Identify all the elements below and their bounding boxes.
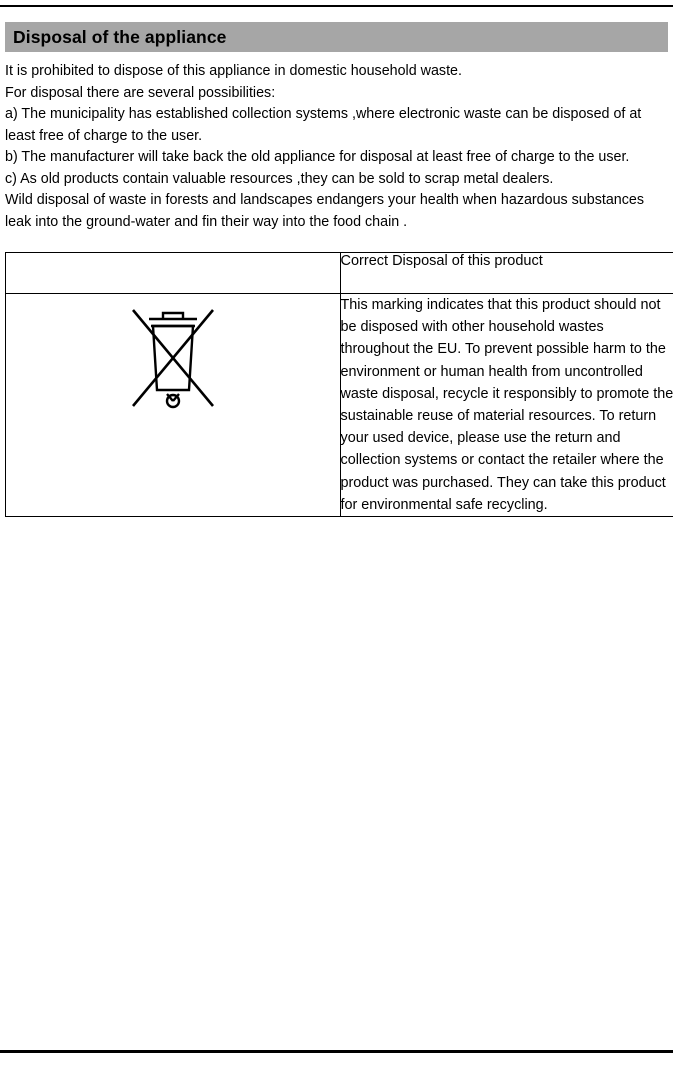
page-title: Disposal of the appliance: [13, 26, 227, 47]
paragraph-1: It is prohibited to dispose of this appliance in domestic household waste.: [5, 63, 462, 79]
crossed-out-wheelie-bin-icon: [123, 294, 223, 449]
top-rule: [0, 5, 673, 7]
bottom-rule: [0, 1050, 673, 1053]
disposal-table: [5, 252, 673, 517]
body-text-block: [5, 61, 668, 233]
paragraph-4: b) The manufacturer will take back the old appliance for disposal at least free of charge to the user.: [5, 149, 630, 165]
table-cell-body-text: This marking indicates that this product should not be disposed with other household wastes throughout the EU. To prevent possible harm to the environment or human health from uncontrolled waste disposal, recycle it responsibly to promote the sustainable reuse of material resources. To return your used device, please use the return and collection systems or contact the retailer where the product was purchased. They can take this product for environmental safe recycling.: [340, 294, 673, 517]
table-row: [6, 294, 673, 517]
table-cell-empty: [6, 253, 341, 294]
paragraph-5: c) As old products contain valuable resources ,they can be sold to scrap metal dealers.: [5, 170, 554, 187]
paragraph-2: For disposal there are several possibilities:: [5, 84, 276, 101]
page-content: [5, 22, 673, 517]
paragraph-6: Wild disposal of waste in forests and landscapes endangers your health when hazardous substances leak into the ground-water and fin their way into the food chain .: [5, 192, 644, 230]
paragraph-3: a) The municipality has established collection systems ,where electronic waste can be disposed of at least free of charge to the user.: [5, 106, 642, 144]
table-cell-icon: [6, 294, 341, 517]
table-header-correct-disposal: Correct Disposal of this product: [340, 253, 673, 294]
table-row: [6, 253, 673, 294]
section-title-bar: [5, 22, 668, 52]
